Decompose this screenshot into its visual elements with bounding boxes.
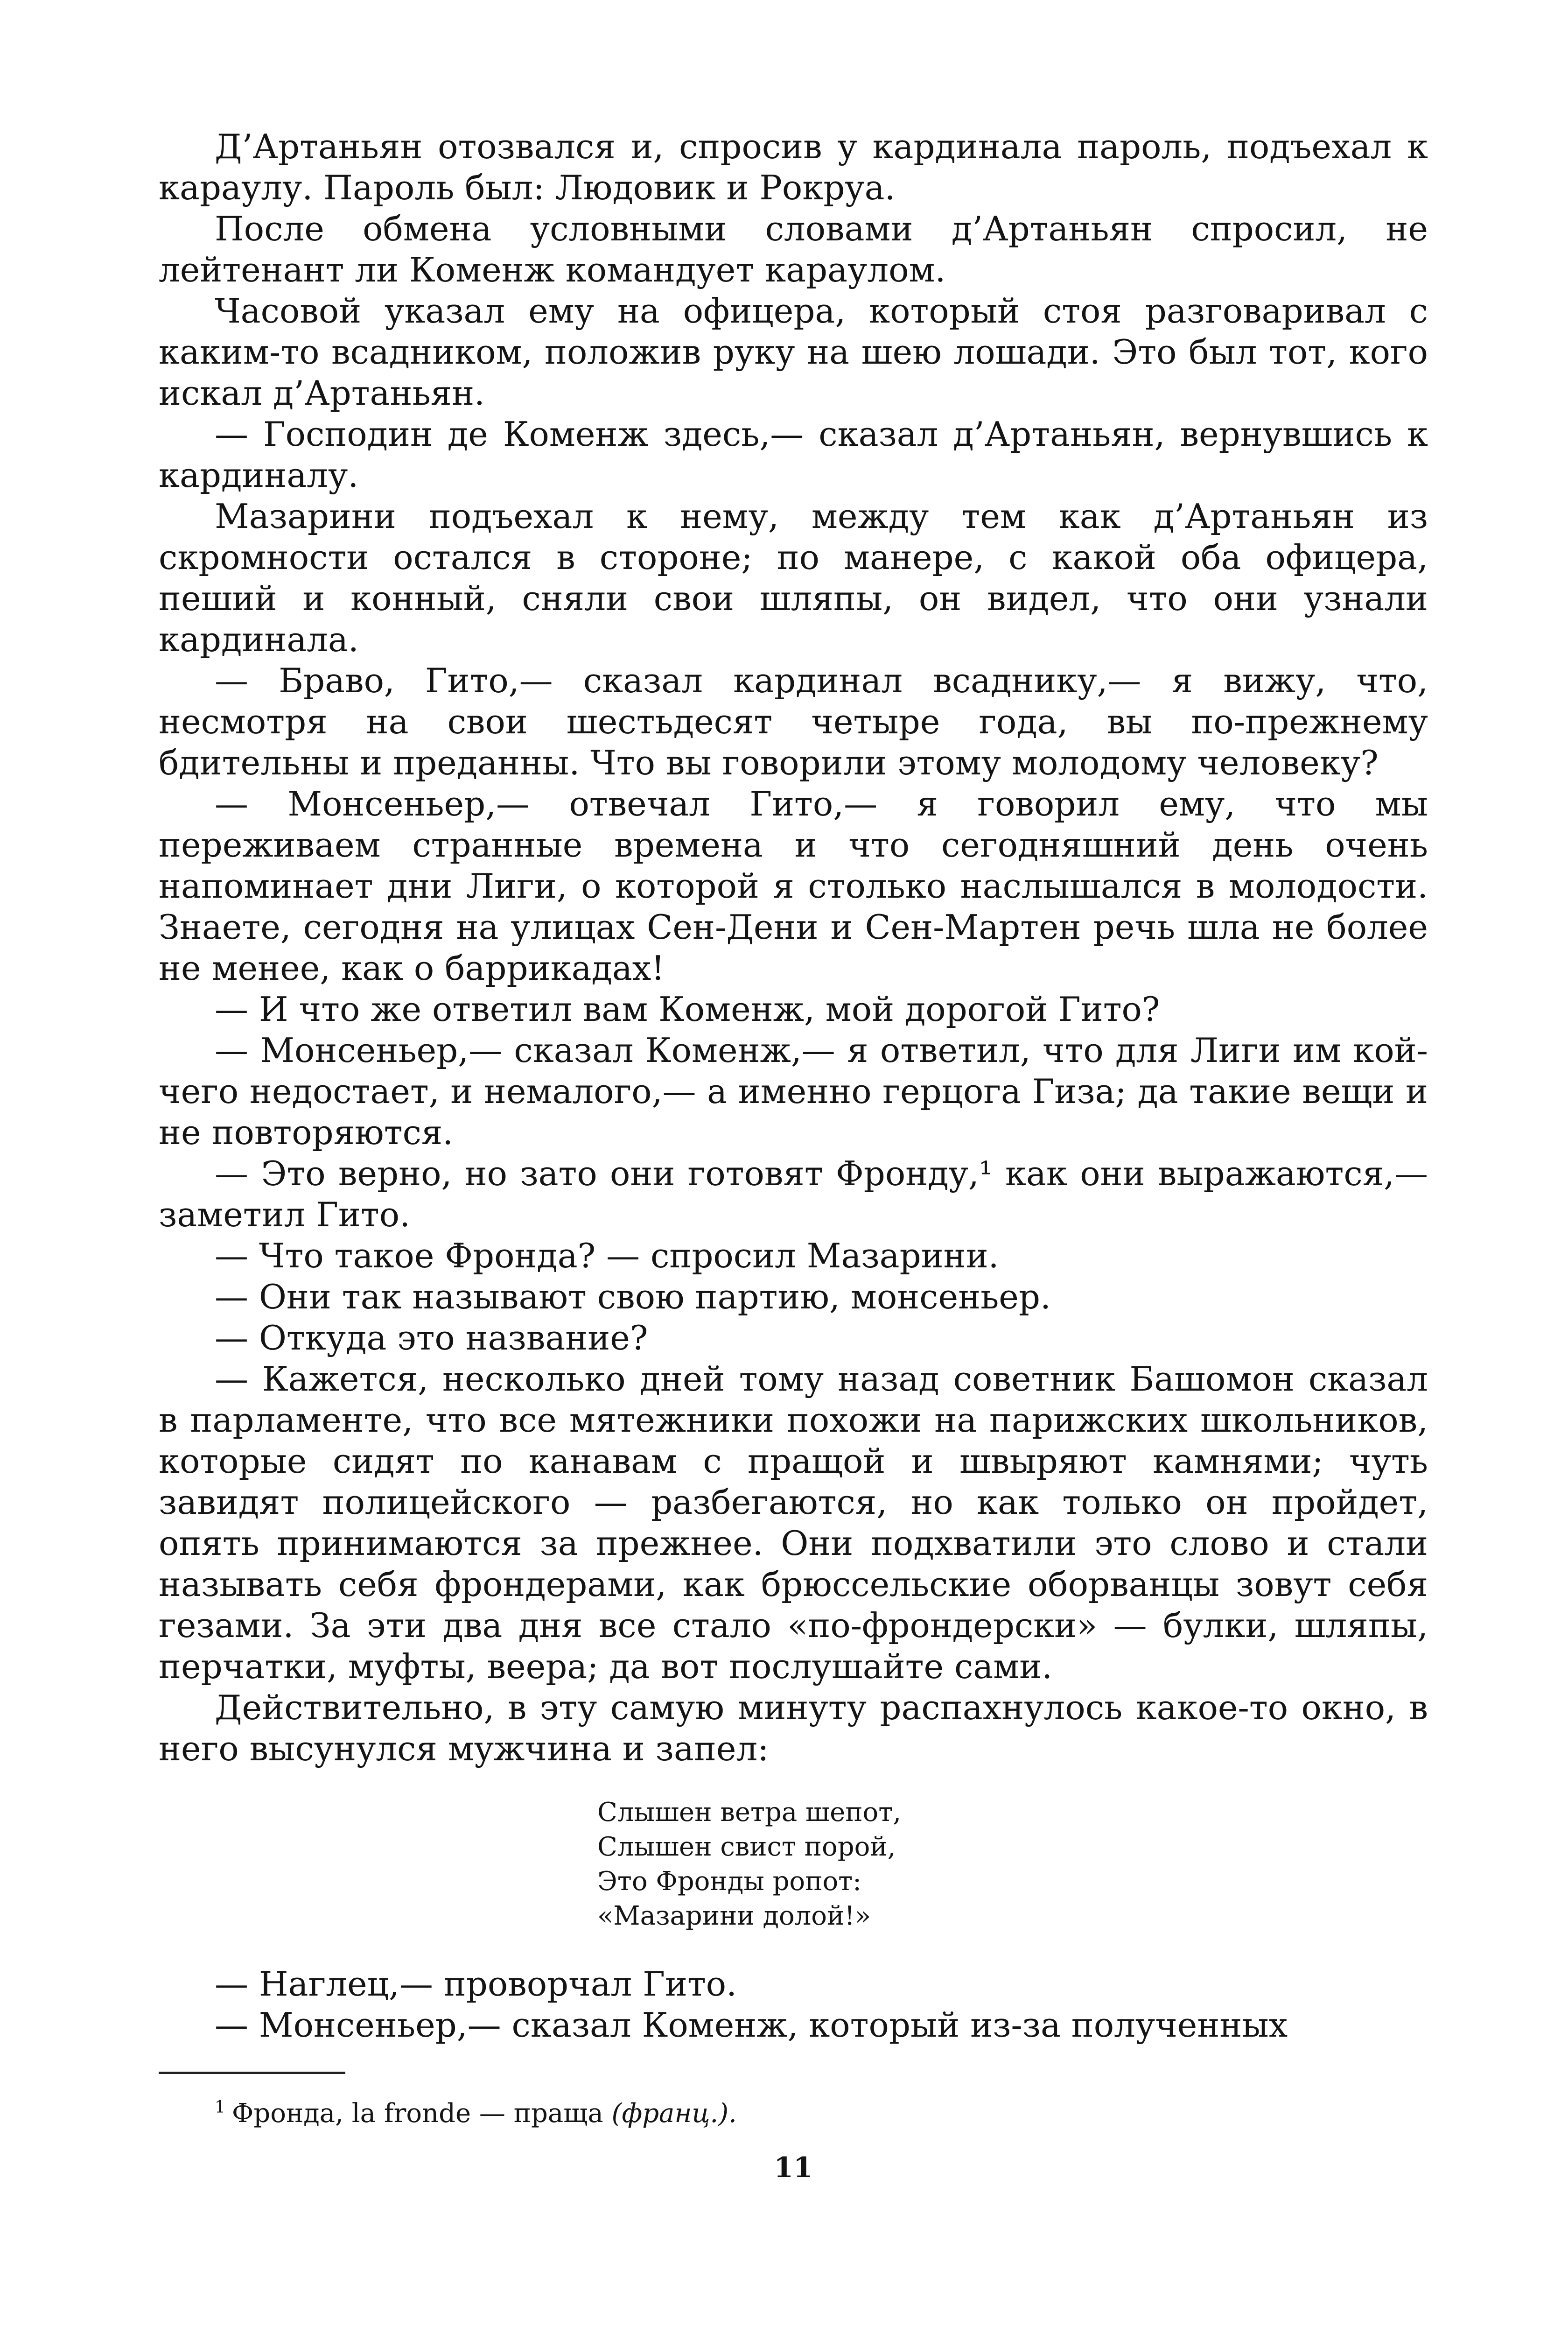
verse-line: Слышен ветра шепот, bbox=[597, 1797, 902, 1828]
paragraph: — Браво, Гито,— сказал кардинал всаднику,— я вижу, что, несмотря на свои шестьдесят четыре года, вы по-прежнему бдительны и преданны. Что вы говорили этому молодому человеку? bbox=[159, 661, 1428, 782]
paragraph: Мазарини подъехал к нему, между тем как д’Артаньян из скромности остался в стороне; по манере, с какой оба офицера, пеший и конный, сняли свои шляпы, он видел, что они узнали кардинала. bbox=[159, 497, 1428, 659]
paragraph: Д’Артаньян отозвался и, спросив у кардинала пароль, подъехал к караулу. Пароль был: Людовик и Рокруа. bbox=[159, 127, 1428, 207]
paragraph: — Наглец,— проворчал Гито. bbox=[215, 1964, 737, 2004]
paragraph: — Монсеньер,— сказал Коменж,— я ответил, что для Лиги им кой-чего недостает, и немалого,— а именно герцога Гиза; да такие вещи и не повторяются. bbox=[159, 1031, 1428, 1152]
footnote bbox=[215, 2091, 1428, 2130]
book-page bbox=[159, 126, 1428, 2185]
paragraph: — Это верно, но зато они готовят Фронду,¹ как они выражаются,— заметил Гито. bbox=[159, 1154, 1428, 1234]
paragraph: После обмена условными словами д’Артаньян спросил, не лейтенант ли Коменж командует караулом. bbox=[159, 209, 1428, 289]
paragraph: — Откуда это название? bbox=[215, 1318, 648, 1357]
verse-line: Слышен свист порой, bbox=[597, 1832, 896, 1862]
verse-line: Это Фронды ропот: bbox=[597, 1866, 862, 1897]
paragraph: — И что же ответил вам Коменж, мой дорогой Гито? bbox=[215, 990, 1160, 1029]
paragraph: — Они так называют свою партию, монсеньер. bbox=[215, 1277, 1051, 1316]
paragraph: Действительно, в эту самую минуту распахнулось какое-то окно, в него высунулся мужчина и запел: bbox=[159, 1688, 1428, 1768]
verse-line: «Мазарини долой!» bbox=[597, 1901, 871, 1931]
footnote-language-note: (франц.). bbox=[611, 2098, 737, 2129]
paragraph: — Что такое Фронда? — спросил Мазарини. bbox=[215, 1236, 999, 1275]
footnote-text: Фронда, la fronde — праща bbox=[231, 2098, 603, 2129]
main-text bbox=[159, 126, 1428, 2046]
footnote-marker: 1 bbox=[215, 2098, 225, 2117]
song-verse bbox=[597, 1795, 1428, 1933]
paragraph: — Монсеньер,— сказал Коменж, который из-за полученных bbox=[215, 2005, 1288, 2045]
page-number: 11 bbox=[774, 2151, 813, 2184]
footnote-divider bbox=[159, 2072, 345, 2074]
paragraph: Часовой указал ему на офицера, который стоя разговаривал с каким-то всадником, положив руку на шею лошади. Это был тот, кого искал д’Артаньян. bbox=[159, 291, 1428, 413]
paragraph: — Монсеньер,— отвечал Гито,— я говорил ему, что мы переживаем странные времена и что сегодняшний день очень напоминает дни Лиги, о которой я столько наслышался в молодости. Знаете, сегодня на улицах Сен-Дени и Сен-Мартен речь шла не более не менее, как о баррикадах! bbox=[159, 784, 1428, 988]
paragraph: — Кажется, несколько дней тому назад советник Башомон сказал в парламенте, что все мятежники похожи на парижских школьников, которые сидят по канавам с пращой и швыряют камнями; чуть завидят полицейского — разбегаются, но как только он пройдет, опять принимаются за прежнее. Они подхватили это слово и стали называть себя фрондерами, как брюссельские оборванцы зовут себя гезами. За эти два дня все стало «по-фрондерски» — булки, шляпы, перчатки, муфты, веера; да вот послушайте сами. bbox=[159, 1359, 1428, 1686]
paragraph: — Господин де Коменж здесь,— сказал д’Артаньян, вернувшись к кардиналу. bbox=[159, 415, 1428, 495]
